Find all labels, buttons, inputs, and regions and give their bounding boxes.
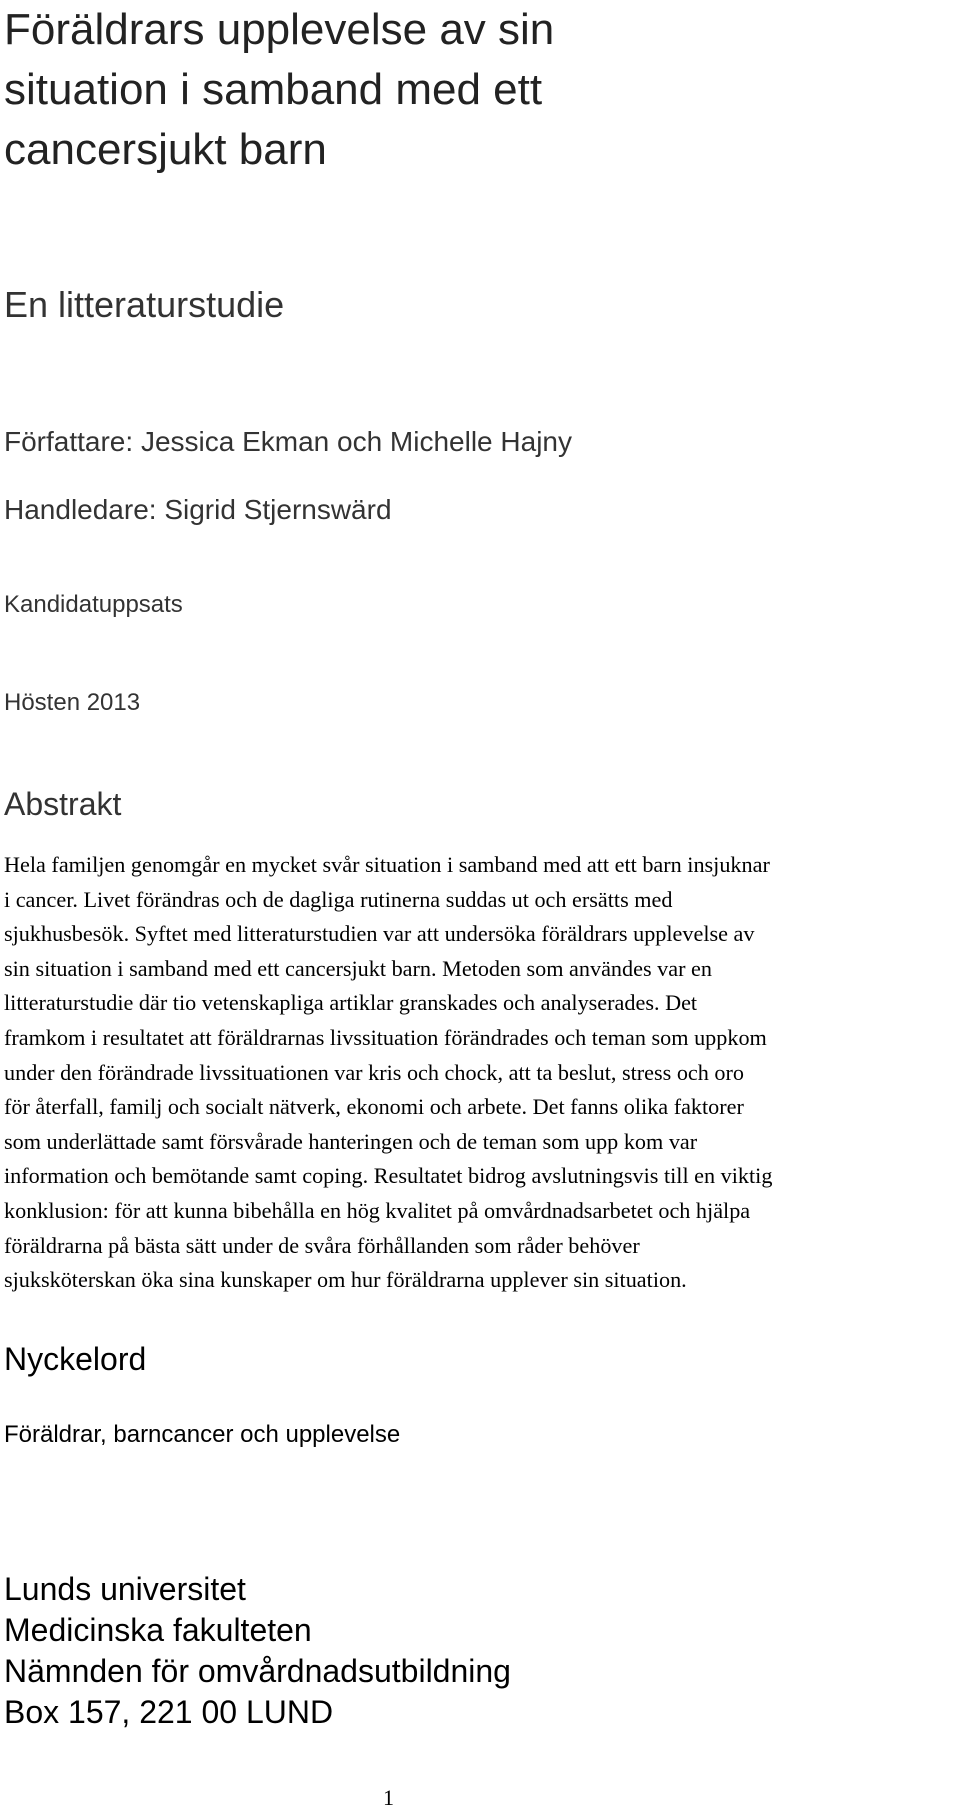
abstract-line: Hela familjen genomgår en mycket svår situation i samband med att ett barn insjuknar: [4, 852, 770, 877]
document-title: [4, 0, 934, 180]
title-line: Föräldrars upplevelse av sin: [4, 5, 555, 54]
address-line: Lunds universitet: [4, 1571, 246, 1607]
address-line: Medicinska fakulteten: [4, 1612, 312, 1648]
abstract-line: information och bemötande samt coping. Resultatet bidrog avslutningsvis till en viktig: [4, 1163, 773, 1189]
authors-line: Författare: Jessica Ekman och Michelle Hajny: [4, 426, 572, 457]
abstract-line: sjukhusbesök. Syftet med litteraturstudien var att undersöka föräldrars upplevelse av: [4, 921, 755, 947]
title-line: situation i samband med ett: [4, 65, 543, 114]
supervisor-line: Handledare: Sigrid Stjernswärd: [4, 494, 392, 525]
abstract-line: litteraturstudie där tio vetenskapliga artiklar granskades och analyserades. Det: [4, 990, 698, 1016]
abstract-line: som underlättade samt försvårade hanteringen och de teman som upp kom var: [4, 1128, 698, 1154]
title-line: cancersjukt barn: [4, 125, 327, 174]
abstract-line: konklusion: för att kunna bibehålla en hög kvalitet på omvårdnadsarbetet och hjälpa: [4, 1197, 751, 1223]
abstract-line: sjuksköterskan öka sina kunskaper om hur föräldrarna upplever sin situation.: [4, 1267, 687, 1293]
abstract-line: för återfall, familj och socialt nätverk, ekonomi och arbete. Det fanns olika faktorer: [4, 1094, 744, 1120]
abstract-line: under den förändrade livssituationen var kris och chock, att ta beslut, stress och oro: [4, 1059, 744, 1085]
thesis-type: Kandidatuppsats: [4, 591, 183, 618]
abstract-line: framkom i resultatet att föräldrarnas livssituation förändrades och teman som uppkom: [4, 1024, 767, 1050]
university-address: [4, 1569, 511, 1733]
address-line: Nämnden för omvårdnadsutbildning: [4, 1653, 511, 1689]
page-number: 1: [383, 1785, 394, 1810]
term-label: Hösten 2013: [4, 689, 141, 716]
abstract-line: i cancer. Livet förändras och de dagliga rutinerna suddas ut och ersätts med: [4, 886, 673, 912]
document-subtitle: En litteraturstudie: [4, 284, 285, 325]
abstract-heading: Abstrakt: [4, 786, 122, 822]
address-line: Box 157, 221 00 LUND: [4, 1694, 334, 1730]
abstract-body: [4, 848, 954, 1298]
keywords-heading: Nyckelord: [4, 1341, 147, 1377]
keywords-text: Föräldrar, barncancer och upplevelse: [4, 1421, 401, 1448]
abstract-line: föräldrarna på bästa sätt under de svåra förhållanden som råder behöver: [4, 1232, 640, 1258]
abstract-line: sin situation i samband med ett cancersjukt barn. Metoden som användes var en: [4, 955, 712, 981]
